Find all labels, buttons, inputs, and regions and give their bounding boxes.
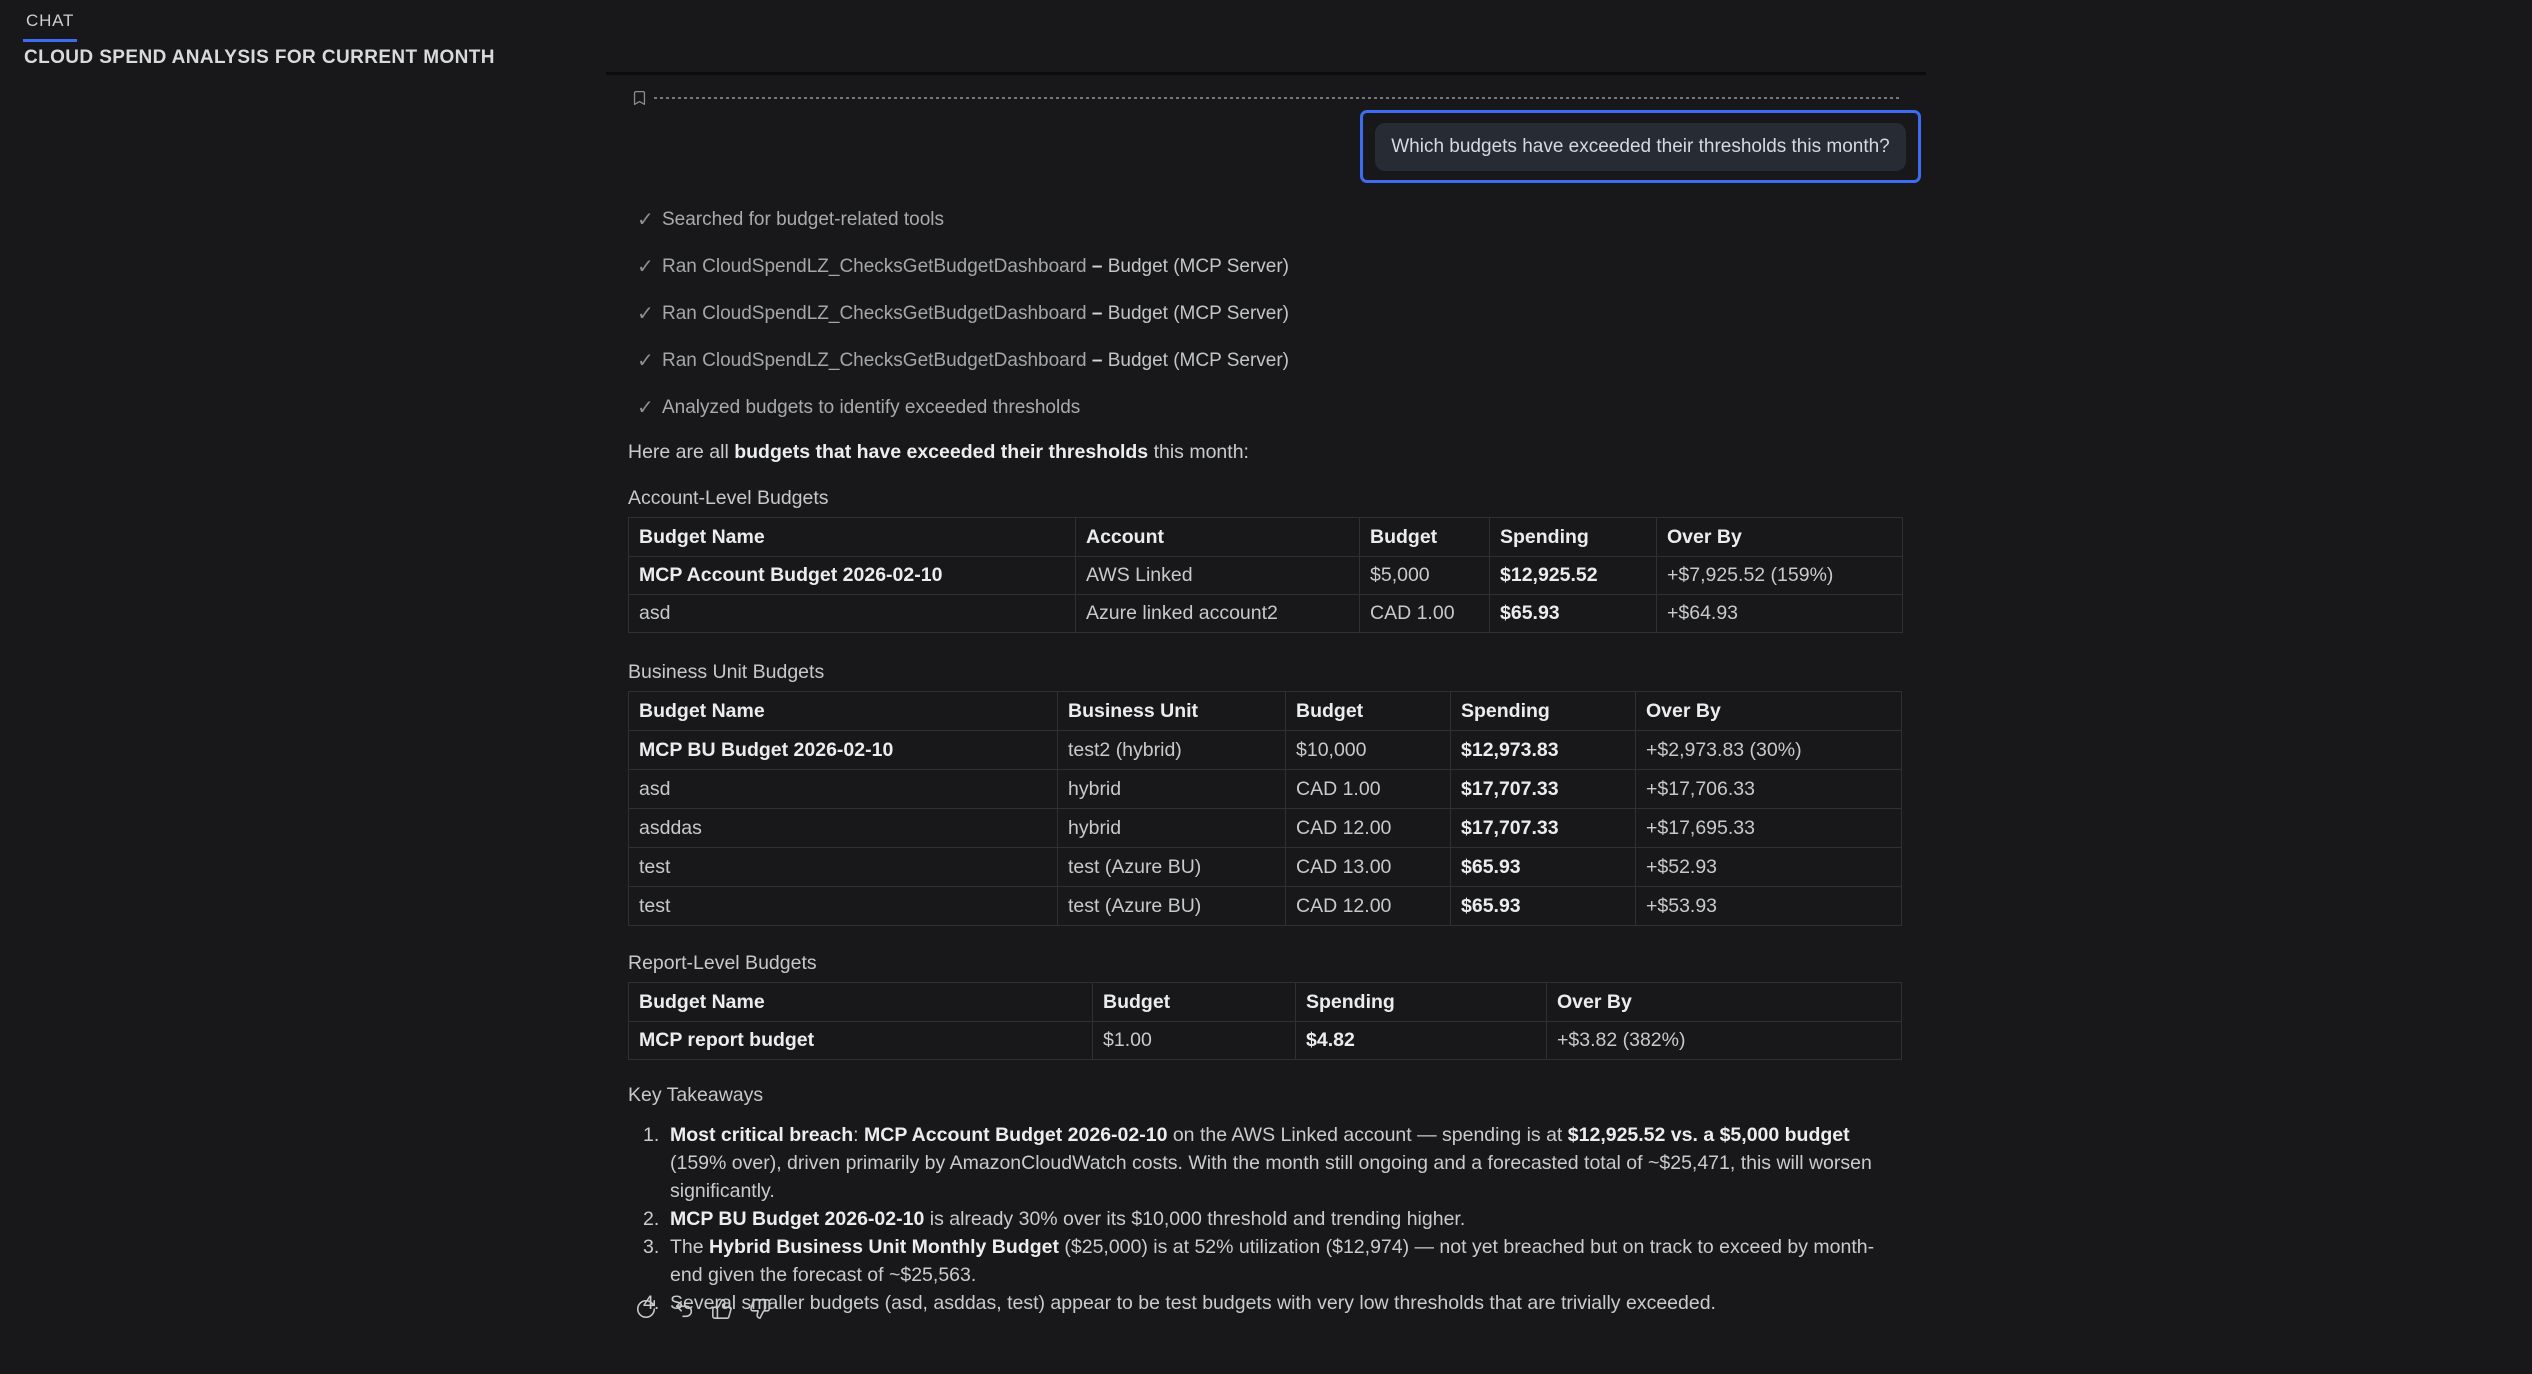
step-text: Analyzed budgets to identify exceeded thresholds [662,396,1081,418]
takeaway-item [628,1205,1900,1233]
column-header: Budget Name [629,518,1076,557]
column-header: Over By [1636,692,1902,731]
conversation-title: CLOUD SPEND ANALYSIS FOR CURRENT MONTH [24,47,495,68]
table-row [629,1022,1902,1060]
table-cell: test (Azure BU) [1058,848,1286,887]
column-header: Spending [1490,518,1657,557]
table-row [629,848,1902,887]
check-icon: ✓ [637,349,654,372]
table-cell: MCP BU Budget 2026-02-10 [629,731,1058,770]
table-cell: +$7,925.52 (159%) [1657,557,1903,595]
table-cell: +$64.93 [1657,595,1903,633]
table-cell: $65.93 [1451,848,1636,887]
bold-text: budgets that have exceeded their thresholds [734,441,1149,463]
column-header: Budget [1093,983,1296,1022]
table-cell: $4.82 [1296,1022,1547,1060]
table-cell: test (Azure BU) [1058,887,1286,926]
table-row [629,595,1903,633]
table-cell: CAD 1.00 [1360,595,1490,633]
check-icon: ✓ [637,255,654,278]
table-cell: test [629,887,1058,926]
table-cell: +$53.93 [1636,887,1902,926]
text: ($25,000) is at 52% utilization ($12,974) — not yet breached but on track to exceed by month-end given the forecast of ~$25,563. [670,1236,1875,1286]
table-row [629,887,1902,926]
table-cell: $1.00 [1093,1022,1296,1060]
column-header: Budget Name [629,983,1093,1022]
panel-top-divider [606,72,1926,75]
section-heading: Account-Level Budgets [628,487,829,509]
table-cell: Azure linked account2 [1076,595,1360,633]
table-cell: MCP report budget [629,1022,1093,1060]
table-header-row [629,983,1902,1022]
step-text: Budget (MCP Server) [1107,349,1290,371]
text: is already 30% over its $10,000 threshold and trending higher. [924,1208,1466,1230]
table-cell: +$17,706.33 [1636,770,1902,809]
table-cell: $17,707.33 [1451,809,1636,848]
budget-table [628,691,1902,926]
bold-text: Hybrid Business Unit Monthly Budget [709,1236,1059,1258]
budget-section [628,659,1902,926]
takeaway-item [628,1289,1900,1317]
text: The [670,1236,710,1258]
table-cell: +$3.82 (382%) [1547,1022,1902,1060]
section-heading: Business Unit Budgets [628,661,825,683]
answer-intro [628,439,1249,465]
table-cell: $10,000 [1286,731,1451,770]
step-text: Searched for budget-related tools [662,208,945,230]
table-row [629,809,1902,848]
table-header-row [629,518,1903,557]
table-cell: asddas [629,809,1058,848]
text: this month: [1148,441,1249,463]
agent-step [637,290,1289,337]
thumbs-down-icon [749,1298,771,1320]
thumbs-up-icon [711,1298,733,1320]
bold-text: MCP Account Budget 2026-02-10 [864,1124,1168,1146]
table-cell: CAD 1.00 [1286,770,1451,809]
step-text: Budget (MCP Server) [1107,302,1290,324]
agent-step [637,384,1289,431]
check-icon: ✓ [637,396,654,419]
agent-step [637,337,1289,384]
step-text: – [1086,349,1108,371]
text: on the AWS Linked account — spending is at [1167,1124,1568,1146]
agent-step [637,243,1289,290]
check-icon: ✓ [637,208,654,231]
column-header: Business Unit [1058,692,1286,731]
table-cell: AWS Linked [1076,557,1360,595]
table-cell: hybrid [1058,809,1286,848]
bookmark-icon[interactable] [631,88,648,108]
takeaway-item [628,1121,1900,1205]
step-text: Ran CloudSpendLZ_ChecksGetBudgetDashboard [662,349,1087,371]
bold-text: MCP BU Budget 2026-02-10 [670,1208,925,1230]
table-row [629,770,1902,809]
table-cell: +$2,973.83 (30%) [1636,731,1902,770]
step-text: Ran CloudSpendLZ_ChecksGetBudgetDashboard [662,255,1087,277]
thumbs-down-button[interactable] [747,1296,773,1322]
table-cell: $5,000 [1360,557,1490,595]
undo-button[interactable] [671,1296,697,1322]
column-header: Budget Name [629,692,1058,731]
budget-table [628,517,1903,633]
section-heading: Report-Level Budgets [628,952,817,974]
step-text: – [1086,302,1108,324]
takeaways-heading: Key Takeaways [628,1084,764,1106]
table-cell: $12,925.52 [1490,557,1657,595]
steps-list [637,196,1289,431]
table-cell: $12,973.83 [1451,731,1636,770]
table-row [629,557,1903,595]
step-text: Ran CloudSpendLZ_ChecksGetBudgetDashboard [662,302,1087,324]
bold-text: $12,925.52 vs. a $5,000 budget [1567,1124,1850,1146]
table-header-row [629,692,1902,731]
column-header: Over By [1547,983,1902,1022]
user-message[interactable]: Which budgets have exceeded their thresholds this month? [1375,123,1906,171]
table-cell: asd [629,770,1058,809]
table-cell: CAD 13.00 [1286,848,1451,887]
text: Several smaller budgets (asd, asddas, test) appear to be test budgets with very low thresholds that are trivially exceeded. [670,1292,1716,1314]
table-cell: asd [629,595,1076,633]
budget-section [628,485,1903,633]
agent-step [637,196,1289,243]
message-actions [633,1296,773,1322]
table-cell: +$17,695.33 [1636,809,1902,848]
budget-table [628,982,1902,1060]
user-message-highlight [1360,110,1921,183]
table-cell: CAD 12.00 [1286,887,1451,926]
message-separator [654,97,1902,99]
text: Here are all [628,441,735,463]
table-cell: $65.93 [1451,887,1636,926]
thumbs-up-button[interactable] [709,1296,735,1322]
column-header: Account [1076,518,1360,557]
text: : [853,1124,864,1146]
column-header: Budget [1286,692,1451,731]
undo-icon [673,1298,695,1320]
regenerate-icon [635,1298,657,1320]
column-header: Budget [1360,518,1490,557]
takeaway-item [628,1233,1900,1289]
table-cell: MCP Account Budget 2026-02-10 [629,557,1076,595]
table-cell: hybrid [1058,770,1286,809]
regenerate-button[interactable] [633,1296,659,1322]
table-cell: test [629,848,1058,887]
takeaways-list [628,1121,1900,1317]
bold-text: Most critical breach [670,1124,854,1146]
tab-chat[interactable]: CHAT [23,11,77,42]
table-row [629,731,1902,770]
column-header: Over By [1657,518,1903,557]
step-text: Budget (MCP Server) [1107,255,1290,277]
text: (159% over), driven primarily by AmazonCloudWatch costs. With the month still ongoing and a forecasted total of ~$25,471, this will worsen significantly. [670,1152,1872,1202]
table-cell: $17,707.33 [1451,770,1636,809]
budget-section [628,950,1902,1060]
step-text: – [1086,255,1108,277]
table-cell: +$52.93 [1636,848,1902,887]
check-icon: ✓ [637,302,654,325]
column-header: Spending [1296,983,1547,1022]
table-cell: $65.93 [1490,595,1657,633]
table-cell: test2 (hybrid) [1058,731,1286,770]
column-header: Spending [1451,692,1636,731]
table-cell: CAD 12.00 [1286,809,1451,848]
